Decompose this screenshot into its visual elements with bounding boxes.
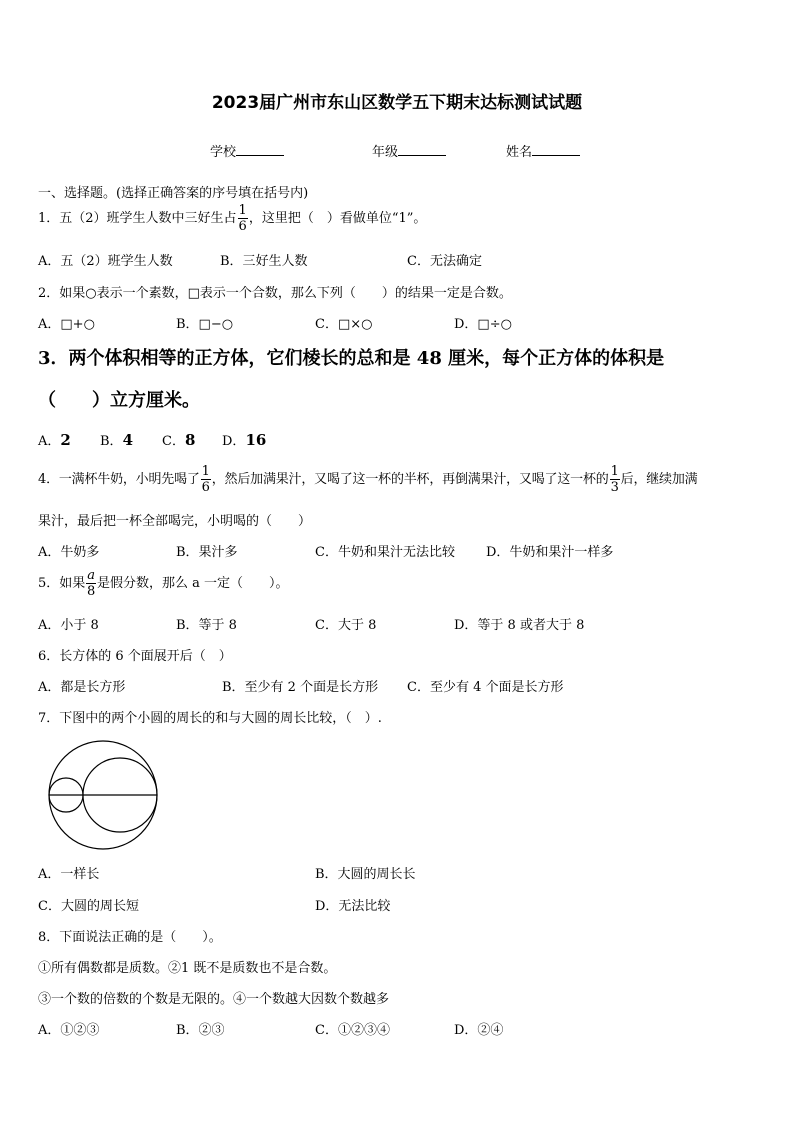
question-7: 7．下图中的两个小圆的周长的和与大圆的周长比较，（ ）. [38, 711, 382, 726]
grade-label: 年级 [372, 145, 399, 160]
q4-fraction-1: $\frac{1}{6}$ [201, 464, 210, 495]
name-blank [532, 143, 580, 156]
q3-option-b: B．4 [100, 431, 133, 449]
question-5: 5．如果 $\frac{a}{8}$ 是假分数，那么 a 一定（ ）。 [38, 568, 289, 599]
q5-fraction: $\frac{a}{8}$ [87, 568, 96, 599]
question-8: 8．下面说法正确的是（ ）。 [38, 930, 222, 945]
q4-option-d: D．牛奶和果汁一样多 [486, 545, 614, 560]
q8-statements-1: ①所有偶数都是质数。②1 既不是质数也不是合数。 [38, 961, 337, 976]
q1-option-c: C．无法确定 [407, 254, 482, 269]
q1-text-a: 1．五（2）班学生人数中三好生占 [38, 211, 237, 226]
q7-option-a: A．一样长 [38, 867, 100, 882]
q5-option-c: C．大于 8 [315, 618, 377, 633]
q3-option-c: C．8 [162, 431, 196, 449]
q3-option-a: A．2 [38, 431, 71, 449]
school-blank [236, 143, 284, 156]
q8-option-c: C．①②③④ [315, 1023, 390, 1038]
q1-text-b: ，这里把（ ）看做单位“1”。 [248, 211, 427, 226]
q8-statements-2: ③一个数的倍数的个数是无限的。④一个数越大因数个数越多 [38, 992, 390, 1007]
page-title: 2023届广州市东山区数学五下期末达标测试试题 [211, 93, 583, 113]
q2-option-b: B．□−○ [176, 317, 234, 332]
q7-option-b: B．大圆的周长长 [315, 867, 416, 882]
question-4-line1: 4．一满杯牛奶，小明先喝了 $\frac{1}{6}$ ，然后加满果汁，又喝了这一杯的半杯，再倒满果汁，又喝了这一杯的 $\frac{1}{3}$ 后，继续加满 [38, 464, 698, 495]
school-label: 学校 [210, 145, 237, 160]
q2-option-a: A．□+○ [38, 317, 95, 332]
q4-option-b: B．果汁多 [176, 545, 238, 560]
q3-option-d: D．16 [222, 431, 267, 449]
q1-option-a: A．五（2）班学生人数 [38, 254, 173, 269]
grade-field [372, 141, 446, 160]
q5-option-d: D．等于 8 或者大于 8 [454, 618, 585, 633]
q5-option-a: A．小于 8 [38, 618, 99, 633]
question-2: 2．如果○表示一个素数，□表示一个合数，那么下列（ ）的结果一定是合数。 [38, 286, 512, 301]
q4-option-a: A．牛奶多 [38, 545, 100, 560]
circles-figure [40, 736, 166, 850]
q7-option-d: D．无法比较 [315, 899, 391, 914]
q8-option-a: A．①②③ [38, 1023, 100, 1038]
q2-option-c: C．□×○ [315, 317, 373, 332]
q6-option-c: C．至少有 4 个面是长方形 [407, 680, 564, 695]
q8-option-d: D．②④ [454, 1023, 504, 1038]
q5-option-b: B．等于 8 [176, 618, 237, 633]
q7-option-c: C．大圆的周长短 [38, 899, 139, 914]
question-6: 6．长方体的 6 个面展开后（ ） [38, 649, 232, 664]
q2-option-d: D．□÷○ [454, 317, 512, 332]
grade-blank [398, 143, 446, 156]
question-4-line2: 果汁，最后把一杯全部喝完，小明喝的（ ） [38, 514, 312, 529]
question-3-line2: （ ）立方厘米。 [38, 390, 200, 411]
q8-option-b: B．②③ [176, 1023, 225, 1038]
q1-option-b: B．三好生人数 [220, 254, 308, 269]
name-field [506, 141, 580, 160]
school-field [210, 141, 284, 160]
q6-option-b: B．至少有 2 个面是长方形 [222, 680, 379, 695]
section-heading: 一、选择题。(选择正确答案的序号填在括号内) [38, 186, 309, 201]
q4-fraction-2: $\frac{1}{3}$ [610, 464, 619, 495]
question-1 [38, 204, 426, 234]
question-3-line1: 3．两个体积相等的正方体，它们棱长的总和是 48 厘米，每个正方体的体积是 [38, 348, 665, 369]
q6-option-a: A．都是长方形 [38, 680, 126, 695]
q4-option-c: C．牛奶和果汁无法比较 [315, 545, 455, 560]
q1-fraction: $\frac{1}{6}$ [238, 203, 247, 234]
name-label: 姓名 [506, 145, 533, 160]
